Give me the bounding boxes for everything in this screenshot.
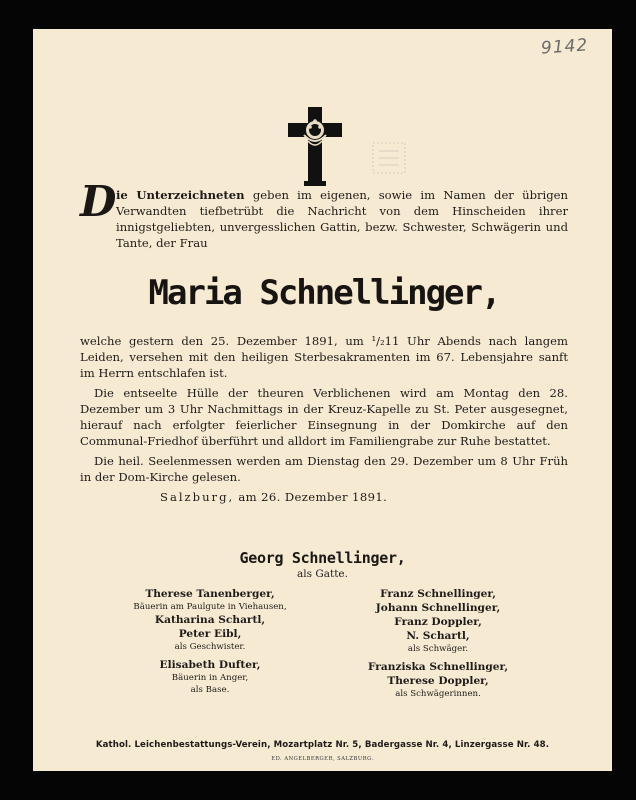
signer-name: Therese Tanenberger, (145, 588, 275, 600)
mass-paragraph: Die heil. Seelenmessen werden am Dienstag den 29. Dezember um 8 Uhr Früh in der Dom-Kirche gelesen. (80, 454, 568, 484)
place: Salzburg, (160, 490, 235, 504)
signer-relation: als Schwäger. (407, 644, 469, 654)
signer-name: Franziska Schnellinger, (367, 661, 509, 673)
death-paragraph: welche gestern den 25. Dezember 1891, um ¹/₂11 Uhr Abends nach langem Leiden, versehen mit den heiligen Sterbesakramenten im 67. Lebensjahre sanft im Herrn entschlafen ist. (80, 334, 568, 380)
deceased-name: Maria Schnellinger, (148, 273, 500, 313)
obituary-sheet (33, 29, 612, 771)
signer-note: Bäuerin am Paulgute in Viehausen, (133, 602, 287, 612)
signer-relation: als Geschwister. (174, 642, 246, 652)
funeral-paragraph: Die entseelte Hülle der theuren Verblichenen wird am Montag den 28. Dezember um 3 Uhr Nachmittags in der Kreuz-Kapelle zu St. Peter ausgesegnet, hierauf nach erfolgter feierlicher Einsegnung in der Domkirche auf den Communal-Friedhof überführt und alldort im Familiengrabe zur Ruhe bestattet. (80, 386, 568, 448)
signer-name: Katharina Schartl, (154, 614, 266, 626)
funeral-association-footer: Kathol. Leichenbestattungs-Verein, Mozartplatz Nr. 5, Badergasse Nr. 4, Linzergasse Nr. 48. (95, 740, 550, 750)
signers-right-column (323, 587, 553, 700)
main-signer-role: als Gatte. (297, 568, 348, 580)
printer-imprint: ED. ANGELBERGER, SALZBURG. (271, 756, 374, 762)
signer-name: Therese Doppler, (387, 675, 489, 687)
signers-left-column (95, 587, 325, 696)
signer-name: Franz Schnellinger, (380, 588, 496, 600)
signer-note: Bäuerin in Anger, (171, 673, 249, 683)
ornamental-initial: D (80, 177, 117, 226)
signer-name: N. Schartl, (406, 630, 470, 642)
intro-lead: ie Unterzeichneten (116, 188, 245, 202)
main-signer-name: Georg Schnellinger, (239, 549, 406, 567)
signer-relation: als Base. (190, 685, 230, 695)
intro-paragraph (80, 177, 568, 251)
signer-relation: als Schwägerinnen. (395, 689, 481, 699)
faint-stamp-mark (371, 141, 407, 175)
signer-name: Franz Doppler, (394, 616, 482, 628)
signer-name: Elisabeth Dufter, (159, 659, 261, 671)
intro-text: geben im eigenen, sowie im Namen der übrigen Verwandten tiefbetrübt die Nachricht von dem Hinscheiden ihrer innigstgeliebten, unvergesslichen Gattin, bezw. Schwester, Schwägerin und Tante, der Frau (116, 188, 568, 250)
signer-name: Peter Eibl, (178, 628, 242, 640)
cross-icon (286, 105, 344, 187)
archive-number: 9142 (540, 35, 589, 59)
place-and-date (160, 489, 568, 505)
notice-body (80, 177, 568, 505)
date: am 26. Dezember 1891. (238, 490, 388, 504)
main-signer (33, 549, 612, 580)
signer-name: Johann Schnellinger, (375, 602, 501, 614)
